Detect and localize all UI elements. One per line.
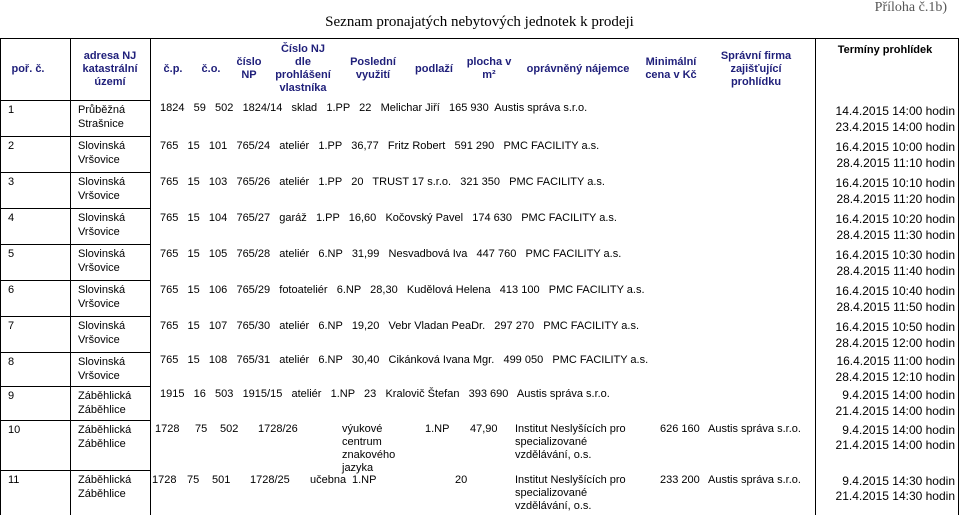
term-second: 28.4.2015 11:30 hodin [836,228,955,242]
table-row: 765 15 103 765/26 ateliér 1.PP 20 TRUST 17 s.r.o. 321 350 PMC FACILITY a.s. [160,176,605,188]
location-area: Vršovice [78,190,120,202]
row11-floor: 1.NP [352,474,377,486]
location-number: 7 [8,320,15,332]
table-row: 765 15 104 765/27 garáž 1.PP 16,60 Kočovský Pavel 174 630 PMC FACILITY a.s. [160,212,617,224]
location-area: Záběhlice [78,404,126,416]
table-left-border [0,38,1,515]
col-divider-2 [150,38,151,515]
location-area: Vršovice [78,154,120,166]
term-first: 14.4.2015 14:00 hodin [835,104,955,118]
location-name: Slovinská [78,284,126,296]
row11-term-2: 21.4.2015 14:30 hodin [835,489,955,503]
location-number: 5 [8,248,15,260]
location-number: 2 [8,140,15,152]
location-number: 3 [8,176,15,188]
table-row: 1915 16 503 1915/15 ateliér 1.NP 23 Kralovič Štefan 393 690 Austis správa s.r.o. [160,388,610,400]
term-second: 21.4.2015 14:00 hodin [835,404,955,418]
row11-use: učebna [310,474,347,486]
col-divider-1 [70,38,71,515]
location-area: Vršovice [78,334,120,346]
location-name: Záběhlická [78,390,132,402]
location-number: 6 [8,284,15,296]
location-number: 9 [8,390,15,402]
row10-use: výukové centrum znakového jazyka [342,423,396,474]
location-number: 10 [8,424,21,436]
location-divider [0,280,150,281]
location-divider [0,386,150,387]
col-header-por: poř. č. [11,62,45,75]
col-header-terminy: Termíny prohlídek [837,44,933,56]
location-number: 11 [8,474,20,486]
term-first: 9.4.2015 14:00 hodin [842,388,955,402]
col-header-co: č.o. [201,62,221,75]
location-area: Záběhlice [78,488,126,500]
row11-cp: 1728 [152,474,177,486]
row11-price: 233 200 [660,474,700,486]
col-header-cislo-nj: Číslo NJ dle prohlášení vlastníka [275,43,331,94]
page-title: Seznam pronajatých nebytových jednotek k prodeji [325,14,634,30]
term-second: 28.4.2015 11:10 hodin [836,156,955,170]
row10-term-1: 9.4.2015 14:00 hodin [842,423,955,437]
location-divider [0,316,150,317]
term-second: 28.4.2015 11:40 hodin [836,264,955,278]
term-first: 16.4.2015 10:30 hodin [835,248,955,262]
location-number: 8 [8,356,15,368]
row11-area: 20 [455,474,468,486]
location-divider [0,172,150,173]
table-row: 765 15 108 765/31 ateliér 6.NP 30,40 Cikánková Ivana Mgr. 499 050 PMC FACILITY a.s. [160,354,649,366]
row10-price: 626 160 [660,423,700,435]
row11-nj: 1728/25 [250,474,290,486]
location-name: Slovinská [78,176,126,188]
location-divider [0,136,150,137]
location-name: Slovinská [78,212,126,224]
location-area: Strašnice [78,118,124,130]
term-first: 16.4.2015 10:10 hodin [835,176,955,190]
term-first: 16.4.2015 10:50 hodin [835,320,955,334]
row10-np: 502 [220,423,239,435]
location-divider [0,420,150,421]
row10-area: 47,90 [470,423,498,435]
header-bottom-border [0,100,150,101]
term-second: 28.4.2015 12:00 hodin [835,336,955,350]
col-header-firma: Správní firma zajišťující prohlídku [720,49,792,88]
term-first: 16.4.2015 10:40 hodin [835,284,955,298]
col-header-plocha: plocha v m² [466,56,512,81]
term-first: 16.4.2015 10:00 hodin [835,140,955,154]
term-second: 23.4.2015 14:00 hodin [835,120,955,134]
row11-tenant: Institut Neslyšících pro specializované vzdělávání, o.s. [515,474,626,512]
location-name: Záběhlická [78,474,132,486]
location-area: Vršovice [78,226,120,238]
table-row: 765 15 106 765/29 fotoateliér 6.NP 28,30 Kudělová Helena 413 100 PMC FACILITY a.s. [160,284,645,296]
row10-co: 75 [195,423,208,435]
row11-np: 501 [212,474,231,486]
table-row: 1824 59 502 1824/14 sklad 1.PP 22 Melichar Jiří 165 930 Austis správa s.r.o. [160,102,588,114]
col-header-posledni: Poslední využití [350,56,396,81]
location-name: Slovinská [78,248,126,260]
row11-term-1: 9.4.2015 14:30 hodin [842,474,955,488]
col-header-adresa: adresa NJ katastrální území [82,49,138,88]
location-divider [0,244,150,245]
row11-firm: Austis správa s.r.o. [708,474,801,486]
location-number: 4 [8,212,15,224]
location-divider [0,208,150,209]
location-area: Vršovice [78,298,120,310]
term-second: 28.4.2015 12:10 hodin [835,370,955,384]
row10-firm: Austis správa s.r.o. [708,423,801,435]
location-divider [0,352,150,353]
term-second: 28.4.2015 11:20 hodin [836,192,955,206]
term-first: 16.4.2015 10:20 hodin [835,212,955,226]
location-name: Slovinská [78,356,126,368]
row10-nj: 1728/26 [258,423,298,435]
location-area: Vršovice [78,262,120,274]
location-name: Záběhlická [78,424,132,436]
location-area: Vršovice [78,370,120,382]
row11-co: 75 [187,474,200,486]
table-row: 765 15 107 765/30 ateliér 6.NP 19,20 Vebr Vladan PeaDr. 297 270 PMC FACILITY a.s. [160,320,639,332]
location-name: Slovinská [78,320,126,332]
location-name: Slovinská [78,140,126,152]
location-number: 1 [8,104,15,116]
row10-tenant: Institut Neslyšících pro specializované vzdělávání, o.s. [515,423,626,461]
col-header-cp: č.p. [163,62,183,75]
col-header-najemce: oprávněný nájemce [526,62,630,75]
term-second: 28.4.2015 11:50 hodin [836,300,955,314]
col-header-minimalni: Minimální cena v Kč [645,56,697,81]
col-header-podlazi: podlaží [415,62,453,75]
row10-term-2: 21.4.2015 14:00 hodin [835,438,955,452]
col-header-cislo-np: číslo NP [236,56,262,81]
location-divider [0,470,150,471]
location-area: Záběhlice [78,438,126,450]
col-divider-terms [815,38,816,515]
table-row: 765 15 105 765/28 ateliér 6.NP 31,99 Nesvadbová Iva 447 760 PMC FACILITY a.s. [160,248,622,260]
row10-floor: 1.NP [425,423,450,435]
location-name: Průběžná [78,104,126,116]
table-row: 765 15 101 765/24 ateliér 1.PP 36,77 Fritz Robert 591 290 PMC FACILITY a.s. [160,140,600,152]
annex-label: Příloha č.1b) [874,0,947,15]
term-first: 16.4.2015 11:00 hodin [836,354,955,368]
row10-cp: 1728 [155,423,180,435]
